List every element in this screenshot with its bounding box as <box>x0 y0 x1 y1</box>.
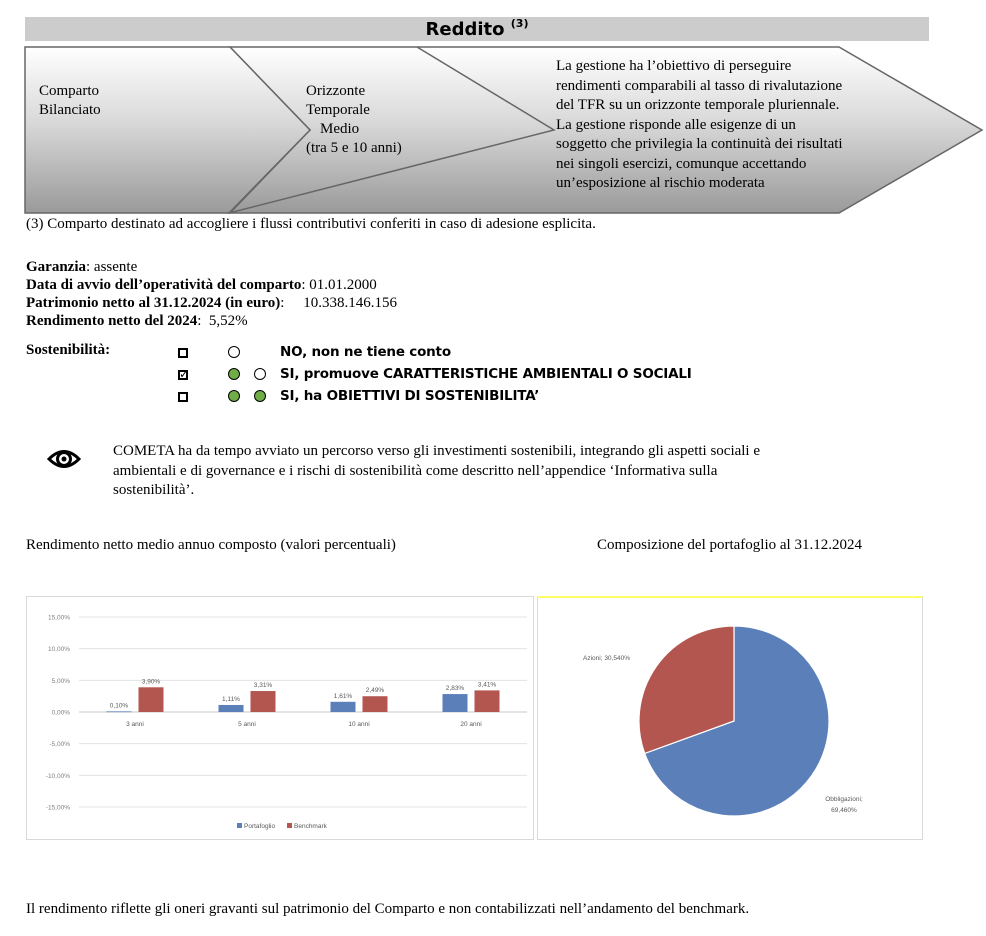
legend-swatch-portafoglio <box>237 823 242 828</box>
data-label: 3,90% <box>141 678 161 686</box>
footnote: (3) Comparto destinato ad accogliere i flussi contributivi conferiti in caso di adesione esplicita. <box>26 216 596 232</box>
bar-portafoglio <box>331 702 356 712</box>
fact-rendimento: Rendimento netto del 2024: 5,52% <box>26 313 248 329</box>
x-tick-label: 5 anni <box>238 721 256 728</box>
pie-label-azioni: Azioni; 30,540% <box>583 655 630 662</box>
empty-circle-icon <box>228 346 240 358</box>
green-circle-icon <box>228 368 240 380</box>
bar-portafoglio <box>443 694 468 712</box>
data-label: 0,10% <box>109 702 129 710</box>
bar-benchmark <box>251 691 276 712</box>
bar-chart-caption: Rendimento netto medio annuo composto (valori percentuali) <box>26 537 396 553</box>
data-label: 2,83% <box>445 685 465 693</box>
pie-chart-caption: Composizione del portafoglio al 31.12.2024 <box>597 537 862 553</box>
checkbox-icon <box>178 392 188 402</box>
section-title-text: Reddito <box>425 19 505 40</box>
data-label: 1,11% <box>222 695 240 703</box>
fact-garanzia: Garanzia: assente <box>26 259 138 275</box>
y-tick-label: -15,00% <box>45 804 70 812</box>
y-tick-label: 0,00% <box>51 709 70 717</box>
data-label: 3,41% <box>477 681 497 689</box>
sustainability-option-objectives: SI, ha OBIETTIVI DI SOSTENIBILITA’ <box>178 388 778 408</box>
eye-icon <box>47 446 81 472</box>
profile-chevrons <box>24 46 986 216</box>
legend-label: Portafoglio <box>244 823 276 830</box>
y-tick-label: 15,00% <box>47 614 70 622</box>
legend-swatch-benchmark <box>287 823 292 828</box>
bar-benchmark <box>139 687 164 712</box>
bar-portafoglio <box>107 711 132 712</box>
y-tick-label: -10,00% <box>45 772 70 780</box>
cometa-paragraph: COMETA ha da tempo avviato un percorso verso gli investimenti sostenibili, integrando gli aspetti sociali e ambientali e di governance e i rischi di sostenibilità come descritto nell’appendice ‘Informativa sulla sostenibilità’. <box>113 443 761 498</box>
section-title <box>25 17 929 41</box>
bar-benchmark <box>363 696 388 712</box>
x-tick-label: 20 anni <box>460 721 482 728</box>
sustainability-option-promotes: ✓ SI, promuove CARATTERISTICHE AMBIENTALI O SOCIALI <box>178 366 778 386</box>
section-title-note: (3) <box>510 17 529 30</box>
fact-patrimonio: Patrimonio netto al 31.12.2024 (in euro): 10.338.146.156 <box>26 295 397 311</box>
fact-avvio: Data di avvio dell’operatività del comparto: 01.01.2000 <box>26 277 377 293</box>
fund-facts <box>26 258 397 330</box>
y-tick-label: 5,00% <box>51 677 70 685</box>
green-circle-icon <box>254 390 266 402</box>
legend-label: Benchmark <box>294 823 327 830</box>
bar-portafoglio <box>219 705 244 712</box>
pie-label-obbligazioni-value: 69,460% <box>831 807 857 814</box>
y-tick-label: 10,00% <box>47 646 70 654</box>
bar-benchmark <box>475 690 500 712</box>
green-circle-icon <box>228 390 240 402</box>
data-label: 2,49% <box>365 687 385 695</box>
y-tick-label: -5,00% <box>49 741 70 749</box>
returns-bar-chart <box>26 596 534 840</box>
empty-circle-icon <box>254 368 266 380</box>
checkbox-icon <box>178 348 188 358</box>
closing-note: Il rendimento riflette gli oneri gravanti sul patrimonio del Comparto e non contabilizzati nell’andamento del benchmark. <box>26 901 750 917</box>
x-tick-label: 10 anni <box>348 721 370 728</box>
pie-label-obbligazioni: Obbligazioni; <box>825 796 863 803</box>
sustainability-label: Sostenibilità: <box>26 342 111 358</box>
chevron-1-text: Comparto Bilanciato <box>39 83 101 118</box>
data-label: 3,31% <box>253 682 273 690</box>
chevron-2-text: Orizzonte Temporale Medio (tra 5 e 10 anni) <box>306 83 402 156</box>
checked-checkbox-icon <box>178 370 188 380</box>
portfolio-pie-chart-svg <box>538 598 922 838</box>
data-label: 1,61% <box>333 692 353 700</box>
chevron-3-text: La gestione ha l’obiettivo di perseguire rendimenti comparabili al tasso di rivalutazione del TFR su un orizzonte temporale pluriennale. La gestione risponde alle esigenze di un soggetto che privilegia la continuità dei risultati nei singoli esercizi, comunque accettando un’esposizione al rischio moderata <box>556 58 843 191</box>
x-tick-label: 3 anni <box>126 721 144 728</box>
portfolio-pie-chart <box>537 596 923 840</box>
returns-bar-chart-svg <box>27 597 533 839</box>
sustainability-option-no: NO, non ne tiene conto <box>178 344 778 364</box>
